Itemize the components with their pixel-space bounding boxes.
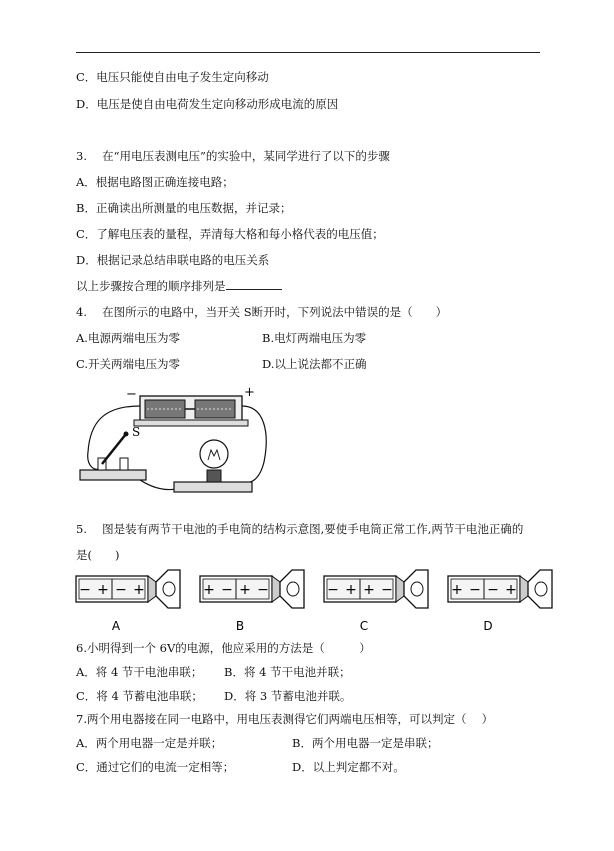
option-label: C bbox=[359, 619, 369, 633]
q4-option-c: C.开关两端电压为零 bbox=[76, 357, 181, 371]
q2-option-d: D．电压是使自由电荷发生定向移动形成电流的原因 bbox=[76, 97, 339, 111]
flashlight-neck bbox=[148, 576, 156, 602]
flashlight-neck bbox=[520, 576, 528, 602]
bulb bbox=[411, 582, 423, 596]
polarity-mark: + bbox=[239, 582, 251, 598]
polarity-mark: + bbox=[203, 582, 215, 598]
light-bulb-icon bbox=[174, 440, 252, 492]
q4-option-a: A.电源两端电压为零 bbox=[76, 331, 180, 345]
polarity-mark: + bbox=[345, 582, 357, 598]
polarity-mark: + bbox=[133, 582, 145, 598]
flashlight-b-icon bbox=[200, 570, 304, 633]
battery-pack-icon bbox=[134, 396, 248, 426]
q7-stem: 7.两个用电器接在同一电路中，用电压表测得它们两端电压相等，可以判定（ ） bbox=[76, 712, 494, 726]
q5-stem-line2: 是( ) bbox=[76, 548, 120, 562]
polarity-mark: − bbox=[327, 582, 339, 598]
q6-option-d: D．将 3 节蓄电池并联。 bbox=[224, 689, 352, 703]
battery-plus-label: + bbox=[244, 385, 255, 400]
polarity-mark: − bbox=[257, 582, 269, 598]
q3-step-b: B．正确读出所测量的电压数据，并记录； bbox=[76, 201, 292, 215]
wire-right bbox=[242, 406, 266, 483]
q4-stem: 4. 在图所示的电路中，当开关 S断开时，下列说法中错误的是（ ） bbox=[76, 305, 448, 319]
q7-option-a: A．两个用电器一定是并联； bbox=[76, 736, 223, 750]
bulb bbox=[287, 582, 299, 596]
q3-step-d: D．根据记录总结串联电路的电压关系 bbox=[76, 253, 270, 267]
flashlight-d-icon bbox=[448, 570, 552, 633]
option-label: D bbox=[483, 619, 493, 633]
flashlight-neck bbox=[272, 576, 280, 602]
flashlight-neck bbox=[396, 576, 404, 602]
q2-option-c: C．电压只能使自由电子发生定向移动 bbox=[76, 70, 269, 84]
flashlight-c-icon bbox=[324, 570, 428, 633]
option-label: A bbox=[111, 619, 121, 633]
q7-option-c: C．通过它们的电流一定相等； bbox=[76, 760, 235, 774]
polarity-mark: − bbox=[469, 582, 481, 598]
polarity-mark: − bbox=[487, 582, 499, 598]
polarity-mark: + bbox=[363, 582, 375, 598]
polarity-mark: + bbox=[97, 582, 109, 598]
polarity-mark: − bbox=[221, 582, 233, 598]
answer-blank[interactable] bbox=[226, 279, 282, 290]
polarity-mark: − bbox=[79, 582, 91, 598]
q6-stem: 6.小明得到一个 6V的电源，他应采用的方法是（ ） bbox=[76, 641, 371, 655]
flashlight-options bbox=[70, 566, 590, 636]
switch-label: S bbox=[132, 425, 141, 439]
polarity-mark: − bbox=[381, 582, 393, 598]
q3-order-text: 以上步骤按合理的顺序排列是 bbox=[76, 279, 226, 293]
q6-option-a: A．将 4 节干电池串联； bbox=[76, 665, 203, 679]
q6-option-c: C．将 4 节蓄电池串联； bbox=[76, 689, 203, 703]
q5-stem-line1: 5. 图是装有两节干电池的手电筒的结构示意图,要使手电筒正常工作,两节干电池正确的 bbox=[76, 522, 524, 536]
q4-option-d: D.以上说法都不正确 bbox=[262, 357, 367, 371]
q3-stem: 3. 在“用电压表测电压”的实验中，某同学进行了以下的步骤 bbox=[76, 149, 390, 163]
q3-order-line bbox=[76, 278, 282, 294]
q3-step-c: C．了解电压表的量程，弄清每大格和每小格代表的电压值； bbox=[76, 227, 384, 241]
q4-option-b: B.电灯两端电压为零 bbox=[262, 331, 367, 345]
q6-option-b: B．将 4 节干电池并联； bbox=[224, 665, 351, 679]
battery-minus-label: − bbox=[126, 387, 137, 402]
bulb bbox=[535, 582, 547, 596]
header-rule bbox=[76, 52, 540, 53]
q3-step-a: A．根据电路图正确连接电路； bbox=[76, 175, 234, 189]
circuit-diagram bbox=[74, 382, 274, 502]
polarity-mark: + bbox=[451, 582, 463, 598]
bulb bbox=[163, 582, 175, 596]
flashlight-a-icon bbox=[76, 570, 180, 633]
polarity-mark: + bbox=[505, 582, 517, 598]
option-label: B bbox=[235, 619, 245, 633]
polarity-mark: − bbox=[115, 582, 127, 598]
q7-option-b: B．两个用电器一定是串联； bbox=[292, 736, 439, 750]
q7-option-d: D．以上判定都不对。 bbox=[292, 760, 405, 774]
